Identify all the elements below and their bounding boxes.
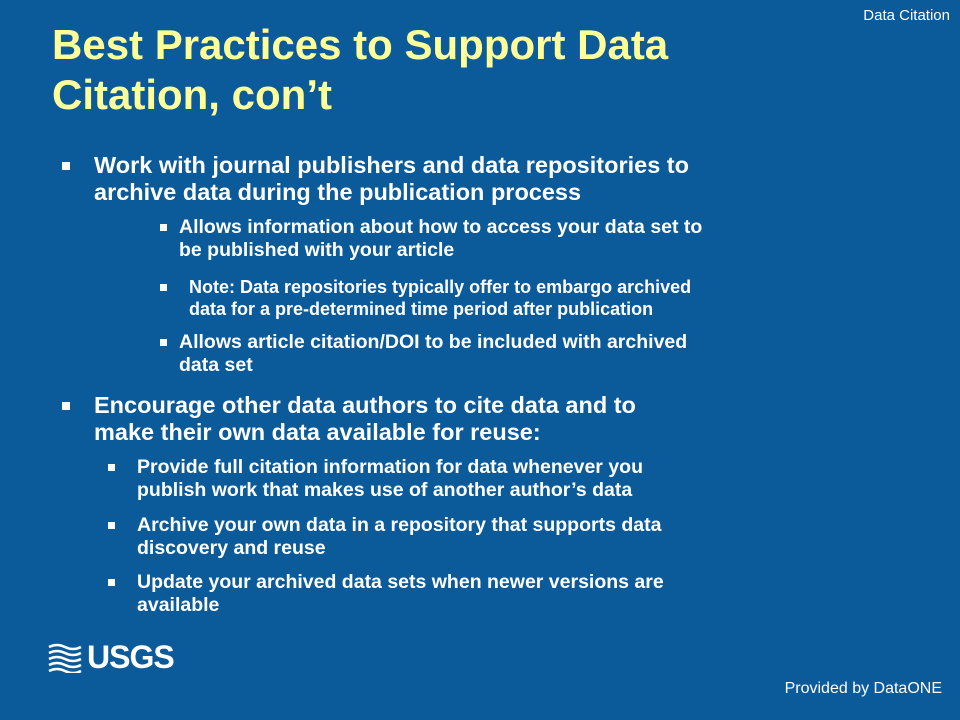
square-bullet-icon bbox=[108, 522, 115, 529]
bullet-line: be published with your article bbox=[179, 239, 455, 261]
sub-bullet-doi bbox=[160, 331, 900, 377]
sub-bullet-full-citation bbox=[108, 456, 908, 502]
bullet-encourage-authors bbox=[62, 392, 922, 446]
bullet-line: Note: Data repositories typically offer to embargo archived bbox=[189, 277, 692, 297]
bullet-line: available bbox=[137, 594, 220, 616]
square-bullet-icon bbox=[62, 402, 70, 410]
sub-bullet-access-info bbox=[160, 216, 900, 262]
header-label: Data Citation bbox=[863, 7, 950, 24]
square-bullet-icon bbox=[108, 464, 115, 471]
slide-title bbox=[52, 20, 892, 120]
sub-bullet-archive-repository bbox=[108, 514, 908, 560]
bullet-line: Allows information about how to access your data set to bbox=[179, 216, 703, 238]
square-bullet-icon bbox=[160, 284, 167, 291]
square-bullet-icon bbox=[62, 162, 70, 170]
footer-credit: Provided by DataONE bbox=[784, 680, 942, 697]
bullet-line: Provide full citation information for data whenever you bbox=[137, 456, 643, 478]
usgs-logo bbox=[47, 641, 174, 673]
bullet-line: make their own data available for reuse: bbox=[94, 419, 541, 445]
bullet-line: discovery and reuse bbox=[137, 537, 326, 559]
square-bullet-icon bbox=[108, 579, 115, 586]
bullet-line: Update your archived data sets when newer versions are bbox=[137, 571, 664, 593]
square-bullet-icon bbox=[160, 339, 167, 346]
title-line-2: Citation, con’t bbox=[52, 71, 332, 118]
bullet-work-with-publishers bbox=[62, 152, 922, 206]
square-bullet-icon bbox=[160, 224, 167, 231]
sub-bullet-update-datasets bbox=[108, 571, 908, 617]
usgs-wave-icon bbox=[47, 641, 83, 673]
bullet-line: Encourage other data authors to cite data and to bbox=[94, 392, 636, 418]
title-line-1: Best Practices to Support Data bbox=[52, 21, 669, 68]
bullet-line: archive data during the publication process bbox=[94, 179, 582, 205]
bullet-line: Work with journal publishers and data repositories to bbox=[94, 152, 689, 178]
sub-bullet-embargo-note bbox=[160, 276, 900, 320]
usgs-logo-text: USGS bbox=[87, 639, 174, 675]
bullet-line: data set bbox=[179, 354, 253, 376]
bullet-line: publish work that makes use of another author’s data bbox=[137, 479, 633, 501]
bullet-line: Allows article citation/DOI to be included with archived bbox=[179, 331, 688, 353]
bullet-line: Archive your own data in a repository that supports data bbox=[137, 514, 662, 536]
bullet-line: data for a pre-determined time period after publication bbox=[189, 299, 654, 319]
